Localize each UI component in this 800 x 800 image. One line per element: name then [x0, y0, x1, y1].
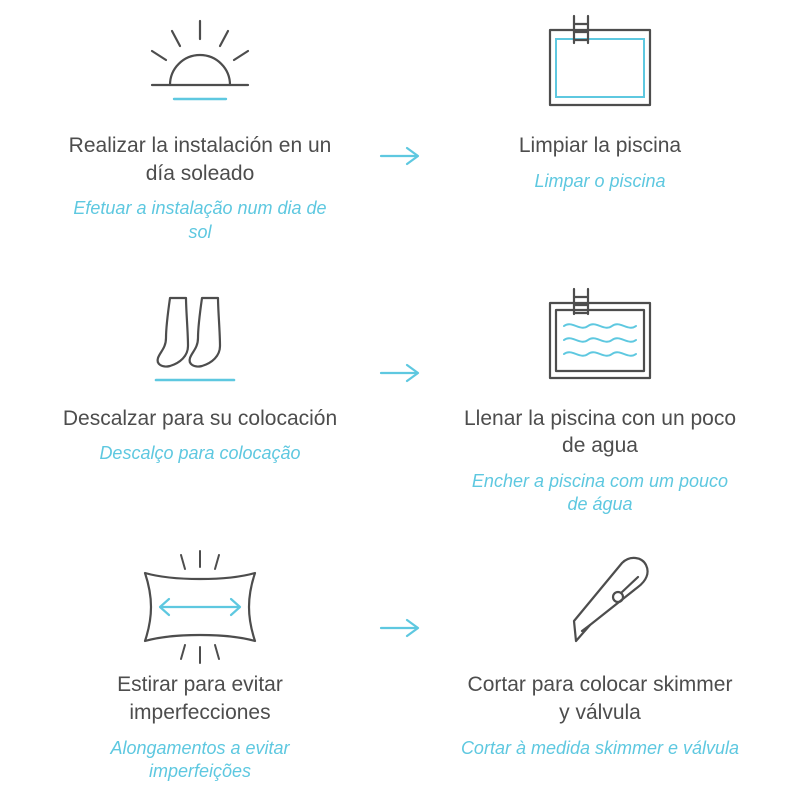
arrow-step-5-to-6-icon — [377, 615, 423, 641]
step-6-title: Cortar para colocar skimmer y válvula — [467, 673, 733, 725]
step-1 — [0, 0, 400, 267]
step-5-subtitle: Alongamentos a evitar imperfeições — [110, 737, 290, 782]
step-2-title: Limpiar la piscina — [518, 134, 682, 157]
sun-rising-icon — [130, 8, 270, 128]
step-3-title: Descalzar para su colocación — [62, 406, 338, 430]
step-6 — [400, 533, 800, 800]
pool-with-water-icon — [530, 281, 670, 401]
arrow-step-1-to-2-icon — [377, 143, 423, 169]
step-2-subtitle: Limpar o piscina — [534, 170, 666, 191]
step-3-subtitle: Descalço para colocação — [99, 443, 301, 464]
step-4 — [400, 267, 800, 534]
bare-feet-socks-icon — [130, 281, 270, 401]
step-5-title: Estirar para evitar imperfecciones — [117, 673, 283, 725]
step-4-subtitle: Encher a piscina com um pouco de água — [471, 471, 729, 515]
step-6-subtitle: Cortar à medida skimmer e válvula — [460, 737, 740, 758]
step-2 — [400, 0, 800, 267]
arrow-step-3-to-4-icon — [377, 360, 423, 386]
step-1-subtitle: Efetuar a instalação num dia de sol — [73, 198, 327, 242]
pool-empty-icon — [530, 8, 670, 128]
step-5 — [0, 533, 400, 800]
step-1-title: Realizar la instalación en un día soleado — [68, 134, 332, 185]
step-3 — [0, 267, 400, 534]
cutter-knife-icon — [530, 547, 670, 667]
stretch-liner-icon — [115, 547, 285, 667]
step-4-title: Llenar la piscina con un poco de agua — [463, 406, 736, 458]
